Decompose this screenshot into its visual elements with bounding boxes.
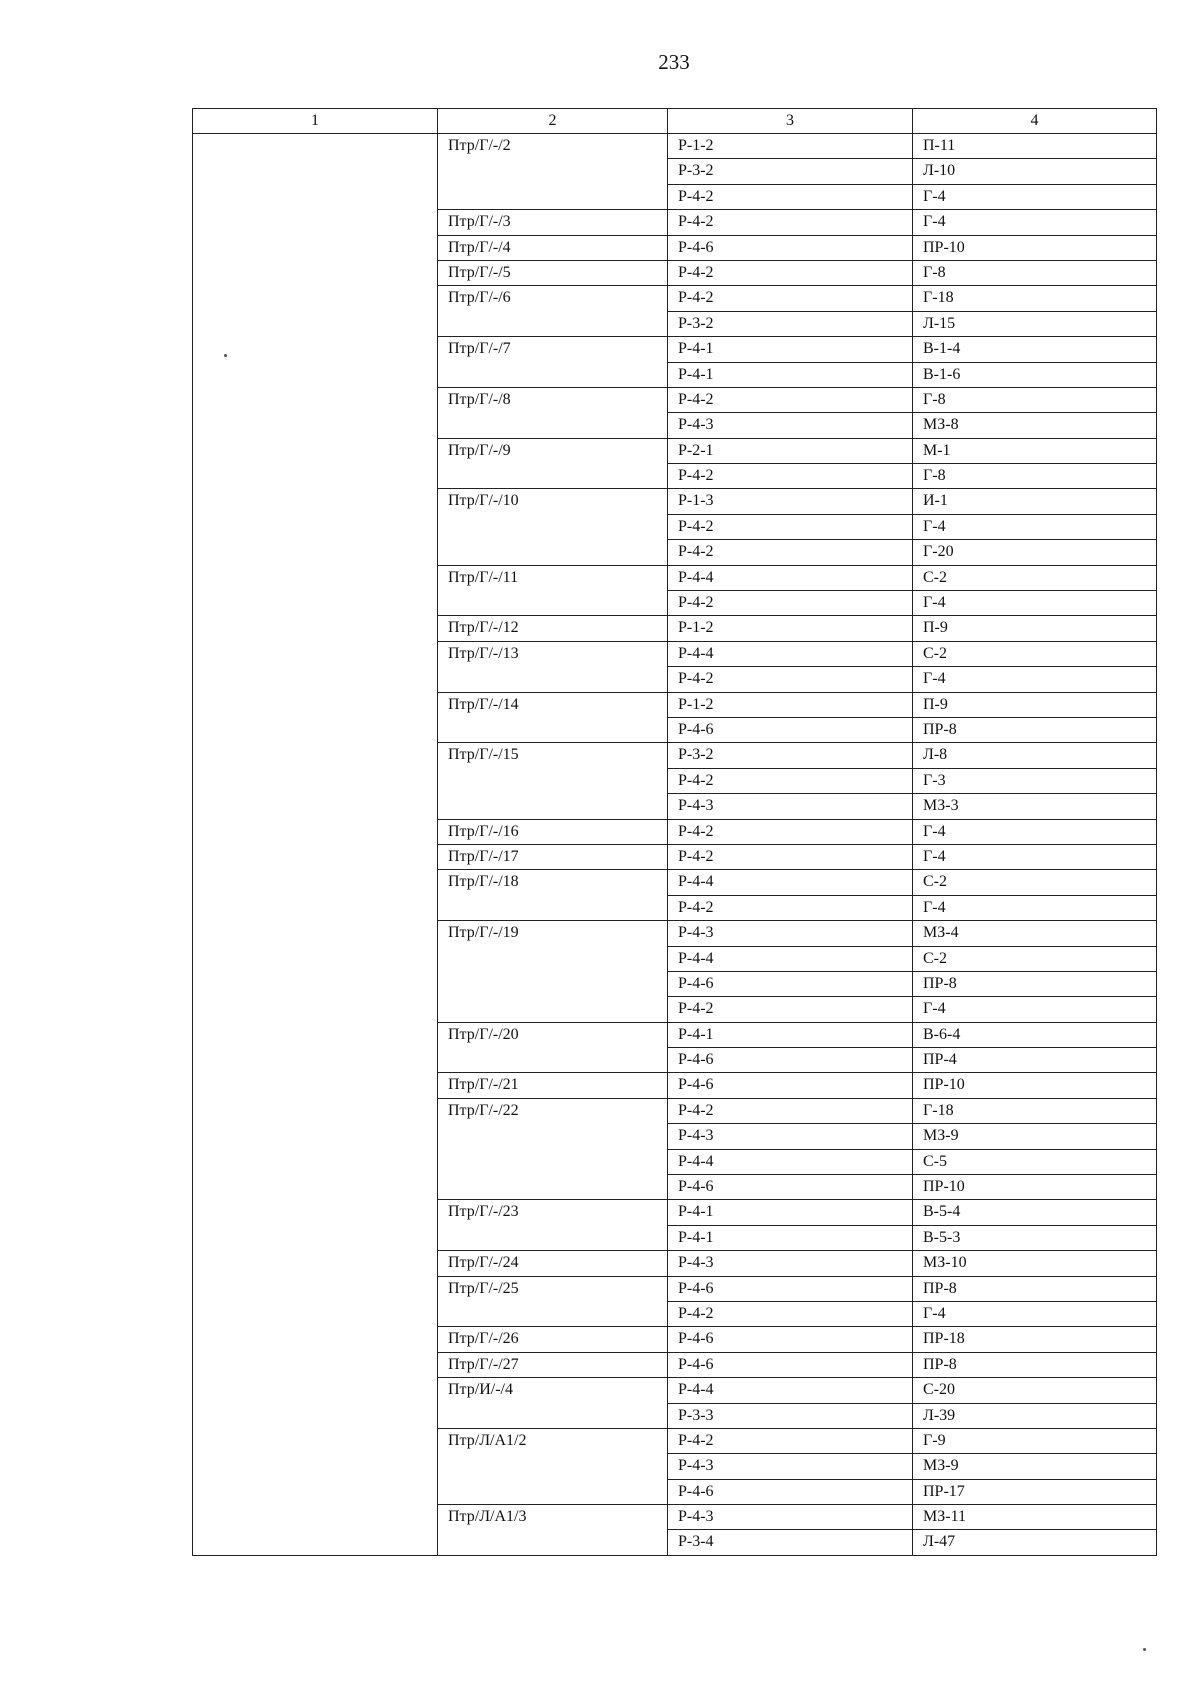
column-4-cell: В-5-3 [913, 1225, 1157, 1250]
group-code-cell: Птр/Г/-/20 [438, 1022, 668, 1073]
column-4-cell: В-5-4 [913, 1200, 1157, 1225]
column-3-cell: Р-4-2 [668, 844, 913, 869]
column-3-cell: Р-3-4 [668, 1530, 913, 1555]
column-3-cell: Р-4-2 [668, 667, 913, 692]
column-3-cell: Р-4-2 [668, 514, 913, 539]
group-code-cell: Птр/Л/А1/3 [438, 1505, 668, 1556]
column-header-3: 3 [668, 109, 913, 134]
column-1-cell [193, 134, 438, 1556]
column-4-cell: Г-4 [913, 1301, 1157, 1326]
column-3-cell: Р-4-2 [668, 1301, 913, 1326]
column-4-cell: МЗ-4 [913, 921, 1157, 946]
column-3-cell: Р-1-3 [668, 489, 913, 514]
column-3-cell: Р-4-6 [668, 1276, 913, 1301]
column-3-cell: Р-4-2 [668, 1098, 913, 1123]
column-4-cell: Г-4 [913, 514, 1157, 539]
column-4-cell: Г-4 [913, 184, 1157, 209]
column-3-cell: Р-4-4 [668, 641, 913, 666]
column-3-cell: Р-4-6 [668, 1073, 913, 1098]
column-3-cell: Р-4-3 [668, 1505, 913, 1530]
column-4-cell: МЗ-8 [913, 413, 1157, 438]
column-4-cell: П-9 [913, 692, 1157, 717]
column-4-cell: ПР-10 [913, 1073, 1157, 1098]
column-3-cell: Р-4-3 [668, 794, 913, 819]
column-header-2: 2 [438, 109, 668, 134]
column-3-cell: Р-4-1 [668, 1200, 913, 1225]
column-4-cell: МЗ-9 [913, 1124, 1157, 1149]
column-4-cell: ПР-17 [913, 1479, 1157, 1504]
column-4-cell: МЗ-11 [913, 1505, 1157, 1530]
group-code-cell: Птр/Г/-/22 [438, 1098, 668, 1200]
column-4-cell: МЗ-3 [913, 794, 1157, 819]
group-code-cell: Птр/Г/-/24 [438, 1251, 668, 1276]
column-4-cell: Г-3 [913, 768, 1157, 793]
column-3-cell: Р-4-3 [668, 413, 913, 438]
group-code-cell: Птр/Г/-/19 [438, 921, 668, 1023]
column-3-cell: Р-3-3 [668, 1403, 913, 1428]
group-code-cell: Птр/Г/-/11 [438, 565, 668, 616]
group-code-cell: Птр/Г/-/2 [438, 134, 668, 210]
column-4-cell: С-2 [913, 870, 1157, 895]
column-3-cell: Р-4-3 [668, 1124, 913, 1149]
column-4-cell: С-20 [913, 1378, 1157, 1403]
column-3-cell: Р-4-6 [668, 717, 913, 742]
column-3-cell: Р-4-2 [668, 286, 913, 311]
column-4-cell: И-1 [913, 489, 1157, 514]
column-3-cell: Р-4-4 [668, 870, 913, 895]
column-4-cell: ПР-10 [913, 235, 1157, 260]
group-code-cell: Птр/Г/-/21 [438, 1073, 668, 1098]
column-4-cell: ПР-18 [913, 1327, 1157, 1352]
table-row [193, 134, 1157, 159]
column-4-cell: Г-9 [913, 1428, 1157, 1453]
column-3-cell: Р-4-2 [668, 210, 913, 235]
group-code-cell: Птр/Г/-/27 [438, 1352, 668, 1377]
header-row [193, 109, 1157, 134]
column-3-cell: Р-4-2 [668, 591, 913, 616]
column-3-cell: Р-4-6 [668, 1327, 913, 1352]
scan-speck [1143, 1648, 1146, 1651]
group-code-cell: Птр/Г/-/25 [438, 1276, 668, 1327]
column-3-cell: Р-1-2 [668, 692, 913, 717]
column-3-cell: Р-4-2 [668, 819, 913, 844]
column-4-cell: В-6-4 [913, 1022, 1157, 1047]
column-4-cell: ПР-10 [913, 1175, 1157, 1200]
group-code-cell: Птр/Г/-/26 [438, 1327, 668, 1352]
column-4-cell: Л-15 [913, 311, 1157, 336]
column-3-cell: Р-4-2 [668, 464, 913, 489]
scan-speck [224, 354, 227, 357]
column-3-cell: Р-1-2 [668, 134, 913, 159]
group-code-cell: Птр/Г/-/18 [438, 870, 668, 921]
column-3-cell: Р-3-2 [668, 311, 913, 336]
column-4-cell: Г-18 [913, 286, 1157, 311]
table-body [193, 134, 1157, 1556]
column-3-cell: Р-4-2 [668, 184, 913, 209]
column-4-cell: В-1-6 [913, 362, 1157, 387]
column-4-cell: Г-4 [913, 844, 1157, 869]
group-code-cell: Птр/Г/-/5 [438, 260, 668, 285]
group-code-cell: Птр/Г/-/9 [438, 438, 668, 489]
column-3-cell: Р-4-6 [668, 1479, 913, 1504]
group-code-cell: Птр/Г/-/16 [438, 819, 668, 844]
column-3-cell: Р-4-1 [668, 1225, 913, 1250]
column-4-cell: Г-8 [913, 260, 1157, 285]
column-header-1: 1 [193, 109, 438, 134]
column-3-cell: Р-3-2 [668, 743, 913, 768]
column-4-cell: МЗ-10 [913, 1251, 1157, 1276]
column-3-cell: Р-4-4 [668, 946, 913, 971]
column-4-cell: ПР-8 [913, 1276, 1157, 1301]
column-3-cell: Р-4-1 [668, 337, 913, 362]
group-code-cell: Птр/Г/-/4 [438, 235, 668, 260]
column-4-cell: ПР-8 [913, 971, 1157, 996]
column-3-cell: Р-3-2 [668, 159, 913, 184]
column-4-cell: Г-8 [913, 387, 1157, 412]
column-3-cell: Р-4-2 [668, 1428, 913, 1453]
column-4-cell: Г-4 [913, 997, 1157, 1022]
group-code-cell: Птр/Г/-/6 [438, 286, 668, 337]
column-3-cell: Р-4-2 [668, 387, 913, 412]
column-3-cell: Р-4-4 [668, 1149, 913, 1174]
column-4-cell: Л-39 [913, 1403, 1157, 1428]
group-code-cell: Птр/Г/-/10 [438, 489, 668, 565]
column-4-cell: П-11 [913, 134, 1157, 159]
group-code-cell: Птр/Г/-/3 [438, 210, 668, 235]
data-table [192, 108, 1157, 1556]
column-4-cell: Г-18 [913, 1098, 1157, 1123]
column-3-cell: Р-4-3 [668, 921, 913, 946]
column-3-cell: Р-4-4 [668, 565, 913, 590]
column-3-cell: Р-4-2 [668, 768, 913, 793]
group-code-cell: Птр/И/-/4 [438, 1378, 668, 1429]
column-4-cell: Г-4 [913, 819, 1157, 844]
column-4-cell: МЗ-9 [913, 1454, 1157, 1479]
column-4-cell: Г-4 [913, 591, 1157, 616]
group-code-cell: Птр/Г/-/14 [438, 692, 668, 743]
group-code-cell: Птр/Г/-/15 [438, 743, 668, 819]
column-3-cell: Р-4-6 [668, 971, 913, 996]
column-3-cell: Р-4-3 [668, 1454, 913, 1479]
column-4-cell: Л-10 [913, 159, 1157, 184]
column-3-cell: Р-4-6 [668, 235, 913, 260]
group-code-cell: Птр/Г/-/12 [438, 616, 668, 641]
column-3-cell: Р-2-1 [668, 438, 913, 463]
column-3-cell: Р-4-6 [668, 1352, 913, 1377]
column-4-cell: Г-4 [913, 895, 1157, 920]
column-3-cell: Р-4-3 [668, 1251, 913, 1276]
column-4-cell: ПР-8 [913, 717, 1157, 742]
group-code-cell: Птр/Г/-/13 [438, 641, 668, 692]
group-code-cell: Птр/Л/А1/2 [438, 1428, 668, 1504]
group-code-cell: Птр/Г/-/7 [438, 337, 668, 388]
column-4-cell: Г-20 [913, 540, 1157, 565]
column-4-cell: Г-4 [913, 210, 1157, 235]
column-4-cell: С-2 [913, 565, 1157, 590]
table-header [193, 109, 1157, 134]
column-4-cell: Л-47 [913, 1530, 1157, 1555]
column-3-cell: Р-4-2 [668, 997, 913, 1022]
column-4-cell: П-9 [913, 616, 1157, 641]
column-4-cell: М-1 [913, 438, 1157, 463]
column-3-cell: Р-4-2 [668, 895, 913, 920]
column-3-cell: Р-4-1 [668, 1022, 913, 1047]
column-3-cell: Р-4-6 [668, 1048, 913, 1073]
column-4-cell: ПР-8 [913, 1352, 1157, 1377]
column-4-cell: В-1-4 [913, 337, 1157, 362]
column-4-cell: ПР-4 [913, 1048, 1157, 1073]
column-4-cell: Г-4 [913, 667, 1157, 692]
column-3-cell: Р-4-2 [668, 260, 913, 285]
column-3-cell: Р-4-4 [668, 1378, 913, 1403]
column-4-cell: Л-8 [913, 743, 1157, 768]
column-4-cell: Г-8 [913, 464, 1157, 489]
column-header-4: 4 [913, 109, 1157, 134]
column-4-cell: С-2 [913, 641, 1157, 666]
group-code-cell: Птр/Г/-/8 [438, 387, 668, 438]
page-number: 233 [658, 50, 690, 74]
column-4-cell: С-2 [913, 946, 1157, 971]
group-code-cell: Птр/Г/-/23 [438, 1200, 668, 1251]
column-3-cell: Р-4-2 [668, 540, 913, 565]
group-code-cell: Птр/Г/-/17 [438, 844, 668, 869]
column-3-cell: Р-4-6 [668, 1175, 913, 1200]
column-3-cell: Р-4-1 [668, 362, 913, 387]
column-4-cell: С-5 [913, 1149, 1157, 1174]
column-3-cell: Р-1-2 [668, 616, 913, 641]
